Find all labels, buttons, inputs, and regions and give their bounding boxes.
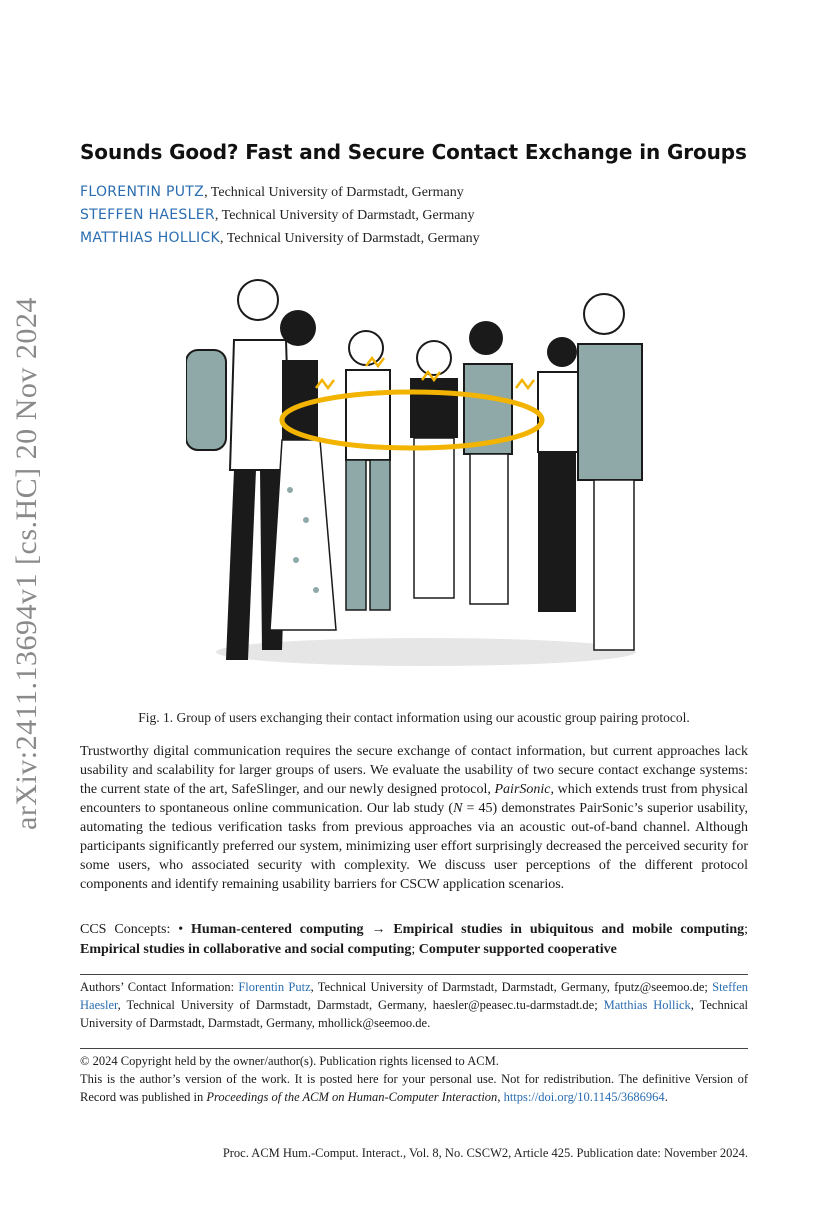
author-line-1 xyxy=(80,184,464,201)
sound-wave-icon xyxy=(316,380,334,388)
author-link[interactable]: Matthias Hollick xyxy=(603,998,691,1012)
abstract-emphasis: N xyxy=(453,801,463,816)
ccs-separator: ; xyxy=(411,942,419,957)
author-name[interactable]: STEFFEN HAESLER xyxy=(80,207,215,223)
ccs-concept: Human-centered computing → Empirical studies in ubiquitous and mobile computing xyxy=(191,922,745,937)
figure-caption: Fig. 1. Group of users exchanging their contact information using our acoustic group pairing protocol. xyxy=(138,710,690,725)
version-text: This is the author’s version of the work. It is posted here for your personal use. Not for redistribution. The definitive Version of Record was published in xyxy=(80,1072,748,1104)
author-link[interactable]: Steffen Haesler xyxy=(80,980,748,1012)
copyright-line: © 2024 Copyright held by the owner/author(s). Publication rights licensed to ACM. xyxy=(80,1054,499,1068)
version-end: . xyxy=(664,1090,668,1104)
contact-text: , Technical University of Darmstadt, Darmstadt, Germany, mhollick@seemoo.de. xyxy=(80,998,748,1030)
version-notice xyxy=(80,1070,748,1106)
page-footer: Proc. ACM Hum.-Comput. Interact., Vol. 8, No. CSCW2, Article 425. Publication date: November 2024. xyxy=(222,1146,748,1160)
ccs-concepts xyxy=(80,920,748,960)
paper-title: Sounds Good? Fast and Secure Contact Exchange in Groups xyxy=(80,140,747,164)
contact-text: , Technical University of Darmstadt, Darmstadt, Germany, fputz@seemoo.de; xyxy=(310,980,713,994)
author-affiliation: , Technical University of Darmstadt, Germany xyxy=(214,208,475,223)
author-line-2 xyxy=(80,207,475,224)
person-striped xyxy=(464,321,512,604)
abstract xyxy=(80,742,748,894)
copyright-notice xyxy=(80,1052,748,1106)
ccs-concept: Empirical studies in collaborative and social computing xyxy=(80,942,412,957)
abstract-text: Trustworthy digital communication requires the secure exchange of contact information, but current approaches lack usability and scalability for larger groups of users. We evaluate the usability of two secure contact exchange systems: the current state of the art, SafeSlinger, and our newly designed protocol, xyxy=(80,744,748,797)
venue-name: Proceedings of the ACM on Human-Computer Interaction xyxy=(206,1090,498,1104)
contact-lead: Authors’ Contact Information: xyxy=(80,980,239,994)
author-affiliation: , Technical University of Darmstadt, Germany xyxy=(204,185,464,200)
author-affiliation: , Technical University of Darmstadt, Germany xyxy=(220,231,480,246)
figure-illustration xyxy=(186,270,646,690)
doi-link[interactable]: https://doi.org/10.1145/3686964 xyxy=(503,1090,665,1104)
copyright-divider xyxy=(80,1048,748,1049)
sound-wave-icon xyxy=(516,380,534,388)
footnote-divider xyxy=(80,974,748,975)
abstract-text: = 45) demonstrates PairSonic’s superior usability, automating the tedious verification tasks from previous approaches via an acoustic out-of-band channel. Although participants significantly preferred our system, minimizing user effort surprisingly decreased the perceived security for some users, who associated security with complexity. We discuss user perceptions of the different protocol components and identify remaining usability barriers for CSCW application scenarios. xyxy=(80,801,748,892)
person-teal-pants xyxy=(346,331,390,610)
person-plaid xyxy=(538,337,582,612)
version-separator: , xyxy=(497,1090,504,1104)
ccs-label: CCS Concepts: • xyxy=(80,922,192,937)
author-name[interactable]: FLORENTIN PUTZ xyxy=(80,184,205,200)
arxiv-identifier: arXiv:2411.13694v1 [cs.HC] 20 Nov 2024 xyxy=(10,297,43,830)
ccs-concept: Computer supported cooperative xyxy=(418,942,617,957)
contact-information xyxy=(80,978,748,1032)
person-jacket xyxy=(578,294,642,650)
contact-text: , Technical University of Darmstadt, Darmstadt, Germany, haesler@peasec.tu-darmstadt.de; xyxy=(117,998,604,1012)
abstract-emphasis: PairSonic xyxy=(494,782,551,797)
author-name[interactable]: MATTHIAS HOLLICK xyxy=(80,230,221,246)
author-link[interactable]: Florentin Putz xyxy=(238,980,311,994)
author-line-3 xyxy=(80,230,480,247)
ccs-separator: ; xyxy=(744,922,749,937)
abstract-text: , which extends trust from physical encounters to spontaneous online communication. Our lab study ( xyxy=(80,782,748,816)
